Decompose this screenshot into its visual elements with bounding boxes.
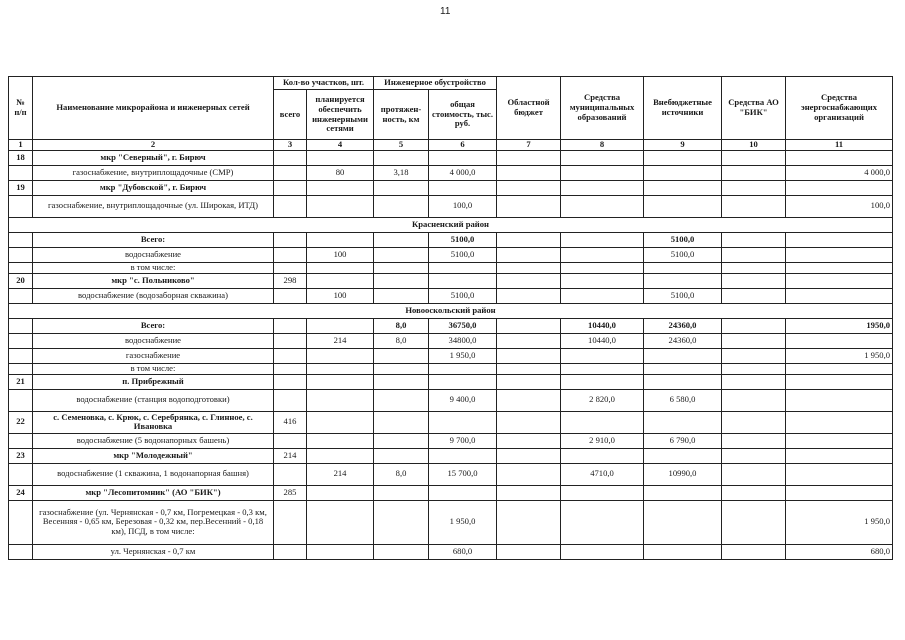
regional-budget (497, 247, 561, 262)
municipal-funds (561, 150, 644, 165)
energy-funds (786, 333, 893, 348)
regional-budget (497, 411, 561, 433)
plots-planned (307, 180, 374, 195)
district-name: Новооскольский район (9, 303, 893, 318)
total-cost (429, 448, 497, 463)
municipal-funds (561, 363, 644, 374)
row-name: водоснабжение (33, 333, 274, 348)
municipal-funds (561, 544, 644, 559)
municipal-funds: 4710,0 (561, 463, 644, 485)
row-number: 21 (9, 374, 33, 389)
municipal-funds (561, 195, 644, 217)
header-bik: Средства АО "БИК" (722, 77, 786, 140)
offbudget-sources: 24360,0 (644, 318, 722, 333)
table-row (9, 433, 893, 448)
length-km (374, 150, 429, 165)
table-row (9, 500, 893, 544)
total-cost (429, 180, 497, 195)
column-number: 6 (429, 140, 497, 151)
row-number (9, 433, 33, 448)
row-name: п. Прибрежный (33, 374, 274, 389)
municipal-funds (561, 411, 644, 433)
row-number (9, 389, 33, 411)
plots-total (274, 374, 307, 389)
table-row (9, 273, 893, 288)
column-number: 8 (561, 140, 644, 151)
length-km (374, 232, 429, 247)
total-cost: 5100,0 (429, 247, 497, 262)
total-cost (429, 262, 497, 273)
total-cost (429, 411, 497, 433)
row-name: газоснабжение (33, 348, 274, 363)
plots-total (274, 348, 307, 363)
plots-total: 298 (274, 273, 307, 288)
offbudget-sources: 5100,0 (644, 288, 722, 303)
row-name: мкр "Северный", г. Бирюч (33, 150, 274, 165)
header-regional: Областной бюджет (497, 77, 561, 140)
column-number: 1 (9, 140, 33, 151)
header-offbudget: Внебюджетные источники (644, 77, 722, 140)
regional-budget (497, 448, 561, 463)
table-body (9, 150, 893, 559)
total-cost (429, 485, 497, 500)
length-km (374, 180, 429, 195)
length-km (374, 411, 429, 433)
plots-planned: 100 (307, 288, 374, 303)
plots-planned (307, 544, 374, 559)
row-number (9, 318, 33, 333)
row-name: Всего: (33, 318, 274, 333)
plots-planned (307, 348, 374, 363)
municipal-funds (561, 180, 644, 195)
length-km (374, 485, 429, 500)
regional-budget (497, 500, 561, 544)
offbudget-sources (644, 180, 722, 195)
bik-funds (722, 463, 786, 485)
plots-total (274, 262, 307, 273)
column-numbers-row (9, 140, 893, 151)
length-km (374, 433, 429, 448)
row-name: газоснабжение, внутриплощадочные (ул. Широкая, ИТД) (33, 195, 274, 217)
regional-budget (497, 544, 561, 559)
column-number: 11 (786, 140, 893, 151)
column-number: 10 (722, 140, 786, 151)
offbudget-sources (644, 273, 722, 288)
municipal-funds (561, 485, 644, 500)
bik-funds (722, 165, 786, 180)
municipal-funds: 2 820,0 (561, 389, 644, 411)
row-number: 22 (9, 411, 33, 433)
row-number: 23 (9, 448, 33, 463)
plots-total (274, 165, 307, 180)
regional-budget (497, 195, 561, 217)
table-row (9, 485, 893, 500)
financing-table (8, 76, 893, 560)
column-number: 4 (307, 140, 374, 151)
plots-planned (307, 273, 374, 288)
total-cost: 100,0 (429, 195, 497, 217)
table-row (9, 180, 893, 195)
plots-planned (307, 374, 374, 389)
bik-funds (722, 180, 786, 195)
total-cost: 9 700,0 (429, 433, 497, 448)
length-km (374, 389, 429, 411)
plots-planned: 100 (307, 247, 374, 262)
plots-planned (307, 195, 374, 217)
bik-funds (722, 363, 786, 374)
table-row (9, 318, 893, 333)
row-name: водоснабжение (станция водоподготовки) (33, 389, 274, 411)
energy-funds (786, 448, 893, 463)
bik-funds (722, 448, 786, 463)
header-cost: общая стоимость, тыс. руб. (429, 90, 497, 140)
plots-total (274, 433, 307, 448)
total-cost (429, 374, 497, 389)
row-number: 18 (9, 150, 33, 165)
regional-budget (497, 348, 561, 363)
municipal-funds: 2 910,0 (561, 433, 644, 448)
row-number (9, 500, 33, 544)
row-number (9, 333, 33, 348)
table-row (9, 363, 893, 374)
regional-budget (497, 165, 561, 180)
row-name: водоснабжение (33, 247, 274, 262)
offbudget-sources (644, 165, 722, 180)
table-row (9, 348, 893, 363)
bik-funds (722, 288, 786, 303)
municipal-funds (561, 262, 644, 273)
header-infra-group: Инженерное обустройство (374, 77, 497, 90)
offbudget-sources (644, 411, 722, 433)
regional-budget (497, 485, 561, 500)
row-name: водоснабжение (водозаборная скважина) (33, 288, 274, 303)
district-section-row (9, 217, 893, 232)
column-number: 3 (274, 140, 307, 151)
offbudget-sources: 6 580,0 (644, 389, 722, 411)
header-name: Наименование микрорайона и инженерных сетей (33, 77, 274, 140)
energy-funds (786, 288, 893, 303)
energy-funds: 1950,0 (786, 318, 893, 333)
regional-budget (497, 273, 561, 288)
total-cost (429, 363, 497, 374)
municipal-funds (561, 500, 644, 544)
regional-budget (497, 463, 561, 485)
row-number (9, 195, 33, 217)
length-km (374, 195, 429, 217)
plots-planned: 214 (307, 333, 374, 348)
row-number (9, 288, 33, 303)
row-name: мкр "Молодежный" (33, 448, 274, 463)
bik-funds (722, 500, 786, 544)
plots-planned (307, 232, 374, 247)
regional-budget (497, 333, 561, 348)
offbudget-sources: 24360,0 (644, 333, 722, 348)
energy-funds (786, 262, 893, 273)
plots-total (274, 363, 307, 374)
offbudget-sources (644, 448, 722, 463)
table-row (9, 389, 893, 411)
bik-funds (722, 232, 786, 247)
municipal-funds (561, 448, 644, 463)
table-row (9, 288, 893, 303)
offbudget-sources: 10990,0 (644, 463, 722, 485)
plots-planned (307, 150, 374, 165)
energy-funds: 4 000,0 (786, 165, 893, 180)
length-km (374, 500, 429, 544)
total-cost: 34800,0 (429, 333, 497, 348)
row-number: 24 (9, 485, 33, 500)
table-row (9, 247, 893, 262)
total-cost: 5100,0 (429, 232, 497, 247)
municipal-funds (561, 273, 644, 288)
bik-funds (722, 195, 786, 217)
total-cost: 36750,0 (429, 318, 497, 333)
bik-funds (722, 374, 786, 389)
plots-planned (307, 448, 374, 463)
row-number (9, 348, 33, 363)
regional-budget (497, 288, 561, 303)
regional-budget (497, 318, 561, 333)
plots-total (274, 544, 307, 559)
plots-total (274, 180, 307, 195)
plots-total (274, 150, 307, 165)
municipal-funds (561, 348, 644, 363)
total-cost: 1 950,0 (429, 500, 497, 544)
bik-funds (722, 485, 786, 500)
plots-total (274, 247, 307, 262)
length-km (374, 374, 429, 389)
plots-total (274, 463, 307, 485)
plots-planned: 214 (307, 463, 374, 485)
district-section-row (9, 303, 893, 318)
plots-total (274, 288, 307, 303)
total-cost: 680,0 (429, 544, 497, 559)
offbudget-sources (644, 195, 722, 217)
row-name: с. Семеновка, с. Крюк, с. Серебрянка, с. Глинное, с. Ивановка (33, 411, 274, 433)
total-cost: 4 000,0 (429, 165, 497, 180)
regional-budget (497, 232, 561, 247)
energy-funds (786, 150, 893, 165)
total-cost (429, 273, 497, 288)
row-number: 20 (9, 273, 33, 288)
plots-total (274, 333, 307, 348)
plots-planned (307, 262, 374, 273)
row-name: в том числе: (33, 262, 274, 273)
offbudget-sources (644, 262, 722, 273)
header-num: № п/п (9, 77, 33, 140)
header-length: протяжен-ность, км (374, 90, 429, 140)
table-row (9, 262, 893, 273)
header-plots-planned: планируется обеспечить инженерными сетями (307, 90, 374, 140)
length-km (374, 348, 429, 363)
header-plots-group: Кол-во участков, шт. (274, 77, 374, 90)
plots-planned: 80 (307, 165, 374, 180)
row-name: ул. Чернянская - 0,7 км (33, 544, 274, 559)
plots-planned (307, 500, 374, 544)
total-cost: 9 400,0 (429, 389, 497, 411)
energy-funds: 100,0 (786, 195, 893, 217)
total-cost: 5100,0 (429, 288, 497, 303)
table-row (9, 232, 893, 247)
table-row (9, 333, 893, 348)
regional-budget (497, 389, 561, 411)
bik-funds (722, 433, 786, 448)
regional-budget (497, 374, 561, 389)
bik-funds (722, 318, 786, 333)
total-cost: 1 950,0 (429, 348, 497, 363)
bik-funds (722, 333, 786, 348)
row-number (9, 363, 33, 374)
length-km (374, 363, 429, 374)
bik-funds (722, 389, 786, 411)
table-row (9, 411, 893, 433)
plots-planned (307, 363, 374, 374)
header-plots-total: всего (274, 90, 307, 140)
energy-funds (786, 363, 893, 374)
bik-funds (722, 348, 786, 363)
table-row (9, 463, 893, 485)
plots-total (274, 195, 307, 217)
plots-planned (307, 318, 374, 333)
offbudget-sources (644, 363, 722, 374)
regional-budget (497, 262, 561, 273)
length-km: 8,0 (374, 318, 429, 333)
municipal-funds (561, 247, 644, 262)
row-name: мкр "с. Польниково" (33, 273, 274, 288)
bik-funds (722, 544, 786, 559)
municipal-funds: 10440,0 (561, 318, 644, 333)
total-cost (429, 150, 497, 165)
municipal-funds (561, 165, 644, 180)
row-number (9, 232, 33, 247)
offbudget-sources (644, 500, 722, 544)
plots-planned (307, 433, 374, 448)
row-number (9, 262, 33, 273)
energy-funds: 680,0 (786, 544, 893, 559)
energy-funds (786, 463, 893, 485)
district-name: Красненский район (9, 217, 893, 232)
row-name: мкр "Дубовской", г. Бирюч (33, 180, 274, 195)
row-number: 19 (9, 180, 33, 195)
row-number (9, 544, 33, 559)
offbudget-sources: 5100,0 (644, 232, 722, 247)
bik-funds (722, 150, 786, 165)
length-km: 8,0 (374, 333, 429, 348)
plots-planned (307, 389, 374, 411)
plots-total: 285 (274, 485, 307, 500)
regional-budget (497, 363, 561, 374)
offbudget-sources (644, 150, 722, 165)
bik-funds (722, 247, 786, 262)
plots-total (274, 318, 307, 333)
row-name: водоснабжение (1 скважина, 1 водонапорная башня) (33, 463, 274, 485)
column-number: 5 (374, 140, 429, 151)
bik-funds (722, 262, 786, 273)
header-energy: Средства энергоснабжающих организаций (786, 77, 893, 140)
municipal-funds (561, 288, 644, 303)
municipal-funds (561, 232, 644, 247)
header-municipal: Средства муниципальных образований (561, 77, 644, 140)
plots-total (274, 500, 307, 544)
row-name: мкр "Лесопитомник" (АО "БИК") (33, 485, 274, 500)
row-name: газоснабжение (ул. Чернянская - 0,7 км, Погремецкая - 0,3 км, Весенняя - 0,65 км, Березовая - 0,32 км, пер.Весенний - 0,18 км), ПСД, в том числе: (33, 500, 274, 544)
length-km (374, 544, 429, 559)
length-km: 3,18 (374, 165, 429, 180)
length-km: 8,0 (374, 463, 429, 485)
regional-budget (497, 433, 561, 448)
plots-total (274, 232, 307, 247)
regional-budget (497, 180, 561, 195)
row-name: газоснабжение, внутриплощадочные (СМР) (33, 165, 274, 180)
length-km (374, 262, 429, 273)
bik-funds (722, 411, 786, 433)
energy-funds (786, 247, 893, 262)
length-km (374, 288, 429, 303)
table-row (9, 165, 893, 180)
offbudget-sources: 5100,0 (644, 247, 722, 262)
energy-funds (786, 389, 893, 411)
offbudget-sources: 6 790,0 (644, 433, 722, 448)
table-row (9, 195, 893, 217)
offbudget-sources (644, 544, 722, 559)
energy-funds (786, 433, 893, 448)
column-number: 2 (33, 140, 274, 151)
column-number: 7 (497, 140, 561, 151)
energy-funds (786, 232, 893, 247)
energy-funds (786, 180, 893, 195)
municipal-funds: 10440,0 (561, 333, 644, 348)
offbudget-sources (644, 348, 722, 363)
offbudget-sources (644, 485, 722, 500)
row-name: в том числе: (33, 363, 274, 374)
page-number: 11 (440, 6, 451, 17)
plots-total (274, 389, 307, 411)
energy-funds: 1 950,0 (786, 500, 893, 544)
row-name: Всего: (33, 232, 274, 247)
plots-total: 214 (274, 448, 307, 463)
offbudget-sources (644, 374, 722, 389)
plots-planned (307, 485, 374, 500)
row-number (9, 463, 33, 485)
table-row (9, 544, 893, 559)
plots-total: 416 (274, 411, 307, 433)
row-number (9, 247, 33, 262)
column-number: 9 (644, 140, 722, 151)
row-name: водоснабжение (5 водонапорных башень) (33, 433, 274, 448)
bik-funds (722, 273, 786, 288)
plots-planned (307, 411, 374, 433)
energy-funds (786, 273, 893, 288)
length-km (374, 273, 429, 288)
energy-funds (786, 485, 893, 500)
energy-funds (786, 411, 893, 433)
row-number (9, 165, 33, 180)
length-km (374, 247, 429, 262)
table-row (9, 150, 893, 165)
table-row (9, 448, 893, 463)
total-cost: 15 700,0 (429, 463, 497, 485)
energy-funds (786, 374, 893, 389)
length-km (374, 448, 429, 463)
energy-funds: 1 950,0 (786, 348, 893, 363)
table-row (9, 374, 893, 389)
municipal-funds (561, 374, 644, 389)
regional-budget (497, 150, 561, 165)
